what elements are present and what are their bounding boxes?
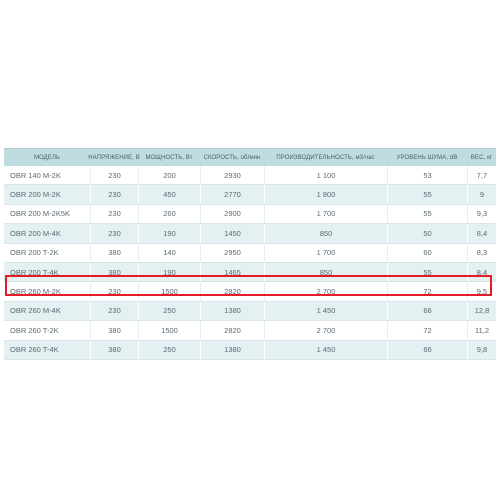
power-cell: 1500 (138, 321, 200, 339)
model-cell: OBR 260 M-2K (10, 287, 61, 297)
weight-cell: 8,4 (467, 263, 496, 281)
capacity-cell: 1 100 (264, 166, 387, 184)
header-noise: УРОВЕНЬ ШУМА, dB (396, 154, 458, 161)
model-cell: OBR 200 T-2K (10, 248, 59, 258)
table-row (4, 185, 496, 204)
noise-cell: 55 (387, 185, 467, 203)
model-cell: OBR 260 M-4K (10, 306, 61, 316)
model-cell: OBR 260 T-4K (10, 345, 59, 355)
model-cell: OBR 200 T-4K (10, 267, 59, 277)
model-cell: OBR 140 M-2K (10, 170, 61, 180)
speed-cell: 2930 (200, 166, 264, 184)
header-power: МОЩНОСТЬ, Вт (145, 154, 193, 161)
voltage-cell: 230 (90, 166, 138, 184)
voltage-cell: 380 (90, 244, 138, 262)
noise-cell: 72 (387, 321, 467, 339)
model-cell: OBR 200 M-4K (10, 228, 61, 238)
weight-cell: 11,2 (467, 321, 496, 339)
noise-cell: 60 (387, 244, 467, 262)
voltage-cell: 380 (90, 321, 138, 339)
header-voltage: НАПРЯЖЕНИЕ, В (88, 154, 140, 161)
noise-cell: 53 (387, 166, 467, 184)
voltage-cell: 230 (90, 185, 138, 203)
table-header-row (4, 148, 496, 166)
power-cell: 190 (138, 263, 200, 281)
specs-table (4, 148, 496, 360)
power-cell: 1500 (138, 282, 200, 300)
model-cell: OBR 200 M-2K (10, 190, 61, 200)
speed-cell: 1380 (200, 341, 264, 359)
weight-cell: 8,3 (467, 244, 496, 262)
table-row (4, 282, 496, 301)
header-weight: ВЕС, кг (470, 154, 493, 161)
noise-cell: 72 (387, 282, 467, 300)
weight-cell: 8,4 (467, 224, 496, 242)
voltage-cell: 380 (90, 341, 138, 359)
power-cell: 250 (138, 302, 200, 320)
noise-cell: 55 (387, 263, 467, 281)
weight-cell: 12,8 (467, 302, 496, 320)
speed-cell: 2820 (200, 321, 264, 339)
noise-cell: 66 (387, 302, 467, 320)
weight-cell: 9,8 (467, 341, 496, 359)
voltage-cell: 230 (90, 224, 138, 242)
voltage-cell: 230 (90, 282, 138, 300)
table-row (4, 341, 496, 360)
speed-cell: 2950 (200, 244, 264, 262)
weight-cell: 7,7 (467, 166, 496, 184)
capacity-cell: 1 450 (264, 341, 387, 359)
table-row (4, 244, 496, 263)
model-cell: OBR 200 M-2K5K (10, 209, 71, 219)
power-cell: 450 (138, 185, 200, 203)
voltage-cell: 230 (90, 302, 138, 320)
table-row (4, 166, 496, 185)
table-row (4, 205, 496, 224)
power-cell: 260 (138, 205, 200, 223)
table-row (4, 224, 496, 243)
weight-cell: 9,3 (467, 205, 496, 223)
header-model: МОДЕЛЬ (33, 154, 61, 161)
weight-cell: 9 (467, 185, 496, 203)
power-cell: 140 (138, 244, 200, 262)
speed-cell: 1465 (200, 263, 264, 281)
capacity-cell: 1 700 (264, 205, 387, 223)
voltage-cell: 230 (90, 205, 138, 223)
power-cell: 200 (138, 166, 200, 184)
table-row (4, 302, 496, 321)
speed-cell: 1450 (200, 224, 264, 242)
capacity-cell: 1 800 (264, 185, 387, 203)
noise-cell: 66 (387, 341, 467, 359)
table-row (4, 263, 496, 282)
capacity-cell: 1 450 (264, 302, 387, 320)
table-body (4, 166, 496, 360)
speed-cell: 2770 (200, 185, 264, 203)
speed-cell: 2900 (200, 205, 264, 223)
header-speed: СКОРОСТЬ, об/мин (203, 154, 261, 161)
capacity-cell: 850 (264, 224, 387, 242)
power-cell: 250 (138, 341, 200, 359)
table-row (4, 321, 496, 340)
model-cell: OBR 260 T-2K (10, 325, 59, 335)
noise-cell: 50 (387, 224, 467, 242)
speed-cell: 1380 (200, 302, 264, 320)
capacity-cell: 2 700 (264, 282, 387, 300)
power-cell: 190 (138, 224, 200, 242)
header-capacity: ПРОИЗВОДИТЕЛЬНОСТЬ, м3/час (276, 154, 375, 161)
capacity-cell: 1 700 (264, 244, 387, 262)
speed-cell: 2820 (200, 282, 264, 300)
capacity-cell: 850 (264, 263, 387, 281)
weight-cell: 9,5 (467, 282, 496, 300)
capacity-cell: 2 700 (264, 321, 387, 339)
noise-cell: 55 (387, 205, 467, 223)
voltage-cell: 380 (90, 263, 138, 281)
